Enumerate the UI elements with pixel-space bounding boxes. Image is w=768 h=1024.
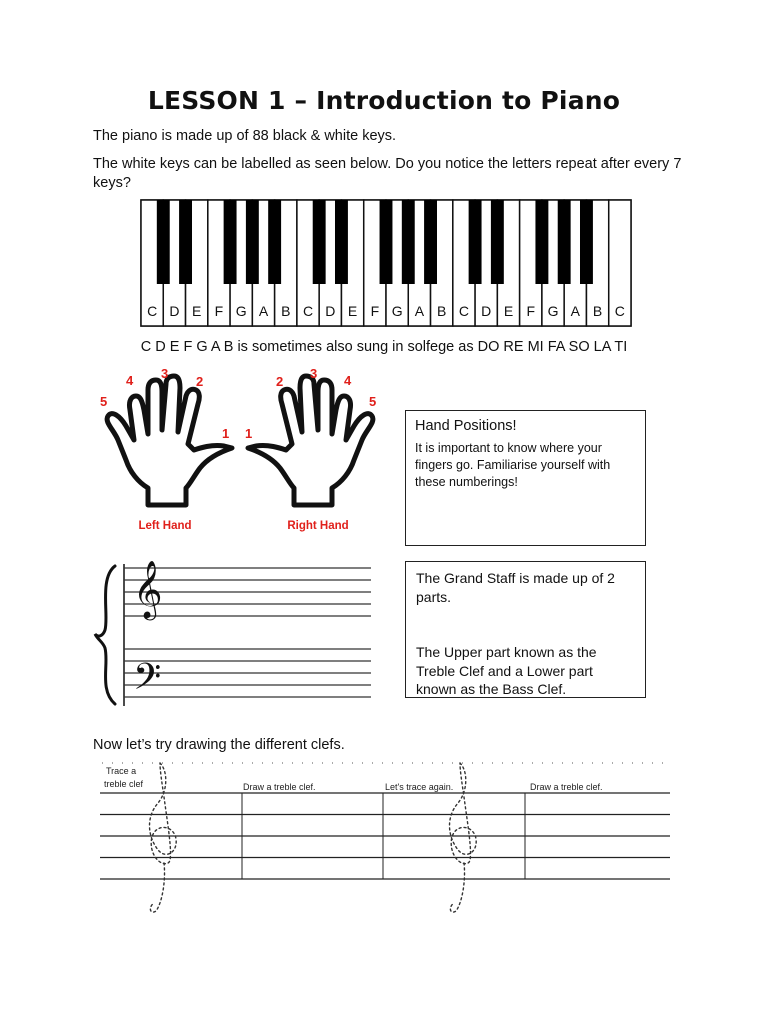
black-key — [224, 200, 237, 284]
black-key — [491, 200, 504, 284]
clef-drawing-exercise — [98, 757, 676, 917]
page-title: LESSON 1 – Introduction to Piano — [147, 86, 621, 115]
left-finger-3: 3 — [161, 366, 169, 381]
left-finger-4: 4 — [126, 373, 134, 388]
grand-staff-para-2: The Upper part known as the Treble Clef and a Lower part known as the Bass Clef. — [416, 644, 597, 697]
black-key — [179, 200, 192, 284]
left-hand-drawing — [107, 376, 232, 505]
black-key — [246, 200, 259, 284]
white-key-label: E — [503, 303, 514, 319]
black-key — [402, 200, 415, 284]
left-finger-5: 5 — [100, 394, 108, 409]
bass-clef-icon: 𝄢 — [133, 657, 162, 706]
white-key-label: C — [614, 303, 625, 319]
white-key-label: F — [370, 303, 380, 319]
white-key-label: G — [547, 303, 559, 319]
exercise-cell-1-label-line-2: treble clef — [104, 779, 144, 789]
treble-clef-icon: 𝄞 — [133, 561, 163, 617]
white-key-label: B — [281, 303, 291, 319]
black-key — [268, 200, 281, 284]
white-key-label: C — [458, 303, 470, 319]
trace-treble-clef-icon-1 — [150, 763, 177, 912]
intro-line-keys: The piano is made up of 88 black & white keys. — [93, 128, 397, 144]
trace-treble-clef-icon-2 — [450, 763, 477, 912]
white-key-label: F — [214, 303, 224, 319]
intro-line-labels: The white keys can be labelled as seen below. Do you notice the letters repeat after every 7 keys? — [93, 156, 682, 191]
white-key-label: G — [391, 303, 403, 319]
right-finger-2: 2 — [276, 374, 284, 389]
right-finger-1: 1 — [245, 426, 253, 441]
left-finger-1: 1 — [222, 426, 230, 441]
exercise-cell-3-label: Let's trace again. — [385, 782, 454, 792]
black-key — [558, 200, 571, 284]
white-key-label: E — [192, 303, 202, 319]
white-key-label: F — [526, 303, 536, 319]
grand-staff — [93, 556, 375, 712]
right-hand-drawing — [248, 376, 373, 505]
white-key-label: C — [302, 303, 314, 319]
white-key-label: D — [481, 303, 492, 319]
hand-positions-body: It is important to know where your fingers go. Familiarise yourself with these numberings! — [415, 441, 611, 489]
right-hand-label: Right Hand — [287, 520, 349, 532]
white-key-label: C — [147, 303, 158, 319]
white-key-label: D — [169, 303, 180, 319]
right-finger-5: 5 — [369, 394, 377, 409]
black-key — [535, 200, 548, 284]
black-key — [424, 200, 437, 284]
solfege-sentence: C D E F G A B is sometimes also sung in solfege as DO RE MI FA SO LA TI — [140, 339, 628, 355]
black-key — [157, 200, 170, 284]
exercise-cell-4-label: Draw a treble clef. — [530, 782, 603, 792]
white-key-label: B — [592, 303, 603, 319]
white-key-label: G — [235, 303, 247, 319]
white-key-label: E — [347, 303, 358, 319]
exercise-cell-1-label-line-1: Trace a — [106, 766, 137, 776]
right-finger-4: 4 — [344, 373, 352, 388]
white-key-label: D — [325, 303, 336, 319]
hand-positions-heading: Hand Positions! — [415, 418, 517, 434]
white-key-label: A — [258, 303, 269, 319]
black-key — [380, 200, 393, 284]
white-key-label: A — [414, 303, 425, 319]
piano-keyboard — [140, 199, 632, 327]
exercise-cell-2-label: Draw a treble clef. — [243, 782, 316, 792]
white-key-label: A — [570, 303, 580, 319]
black-key — [313, 200, 326, 284]
white-key-label: B — [437, 303, 447, 319]
hand-positions-box — [405, 410, 646, 546]
grand-staff-box — [405, 561, 646, 698]
black-key — [335, 200, 348, 284]
staff-brace — [95, 566, 115, 704]
left-finger-2: 2 — [196, 374, 204, 389]
black-key — [580, 200, 593, 284]
grand-staff-para-1: The Grand Staff is made up of 2 parts. — [416, 570, 615, 605]
hands-illustration — [90, 360, 390, 540]
black-key — [469, 200, 482, 284]
left-hand-label: Left Hand — [138, 520, 192, 532]
exercise-prompt: Now let’s try drawing the different clefs. — [93, 737, 345, 753]
right-finger-3: 3 — [310, 366, 318, 381]
